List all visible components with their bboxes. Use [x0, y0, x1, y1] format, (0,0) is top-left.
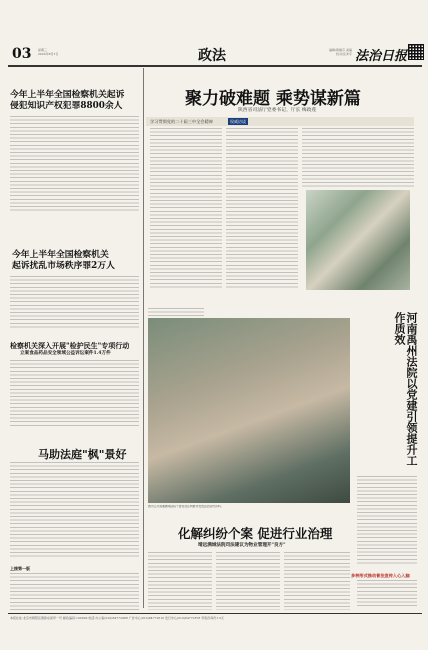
bottom-article-subtitle: 靖远满城法院司法建议为物业管理开"良方" — [198, 543, 286, 548]
continued-body — [10, 573, 139, 610]
qr-code — [408, 44, 424, 60]
lead-portrait — [306, 190, 410, 290]
lead-byline: 陕西省司法厅党委书记、厅长 梅政莲 — [238, 108, 317, 113]
article-1-title: 今年上半年全国检察机关起诉 侵犯知识产权犯罪8800余人 — [10, 90, 125, 111]
article-2-body — [10, 276, 139, 330]
proofreader-line: 校对/张冲宇 — [335, 52, 352, 56]
article-4-body — [10, 462, 139, 558]
article-2-title: 今年上半年全国检察机关 起诉扰乱市场秩序罪2万人 — [12, 250, 115, 271]
article-3-title: 检察机关深入开展"检护民生"专项行动 — [10, 341, 130, 350]
footer-line: 本报社址:北京市朝阳区惠新东街甲一号 邮政编码:100029 电话:办公室(010)84772988 广告中心(010)84772810 发行中心(010)84772878 零售价每份1.5元 — [10, 616, 225, 620]
date-full: 2024年8月7日 — [38, 52, 59, 56]
header-rule — [8, 65, 422, 67]
main-photo — [148, 318, 350, 503]
lead-banner-tag: 权威访谈 — [230, 118, 246, 124]
bottom-article-title: 化解纠纷个案 促进行业治理 — [178, 526, 333, 541]
editor-line: 编辑/蒋楠芬 美编 — [329, 48, 352, 52]
bottom-body-col-3 — [284, 552, 350, 610]
photo-side-text — [148, 308, 204, 316]
article-1-body — [10, 116, 139, 212]
article-4-title: 马助法庭"枫"景好 — [38, 448, 127, 461]
lead-body-col-3 — [302, 128, 414, 188]
article-3-body — [10, 360, 139, 426]
bottom-body-col-1 — [148, 552, 212, 610]
date-weekday: 星期三 — [38, 48, 48, 52]
side-feature-body — [357, 476, 417, 566]
footer-rule — [8, 613, 422, 614]
side-box-title: 多种形式推动普法宣传入心入脑 — [351, 573, 410, 578]
lead-banner-text: 学习贯彻党的二十届三中全会精神 — [150, 119, 213, 124]
side-feature — [351, 308, 419, 610]
continued-label: 上接第一版 — [10, 566, 30, 571]
lead-body-col-2 — [226, 128, 298, 288]
page-number: 03 — [12, 46, 32, 62]
side-box-body — [357, 580, 417, 608]
photo-caption: 图为江苏南通港闸法院干警在社区向群众发放法治宣传资料。 — [148, 505, 224, 508]
lead-banner — [146, 117, 414, 126]
bottom-body-col-2 — [216, 552, 280, 610]
left-column-divider — [143, 68, 144, 608]
left-column — [8, 68, 141, 610]
side-feature-title: 河南禹州法院以党建引领提升工作质效 — [393, 312, 418, 466]
lead-body-col-1 — [150, 128, 222, 288]
section-title: 政法 — [198, 48, 226, 64]
lead-title: 聚力破难题 乘势谋新篇 — [185, 89, 361, 109]
page-header — [8, 43, 422, 65]
masthead-logo: 法治日报 — [355, 49, 408, 64]
article-3-subtitle: 立案食品药品安全领域公益诉讼案件1.4万件 — [20, 351, 111, 356]
